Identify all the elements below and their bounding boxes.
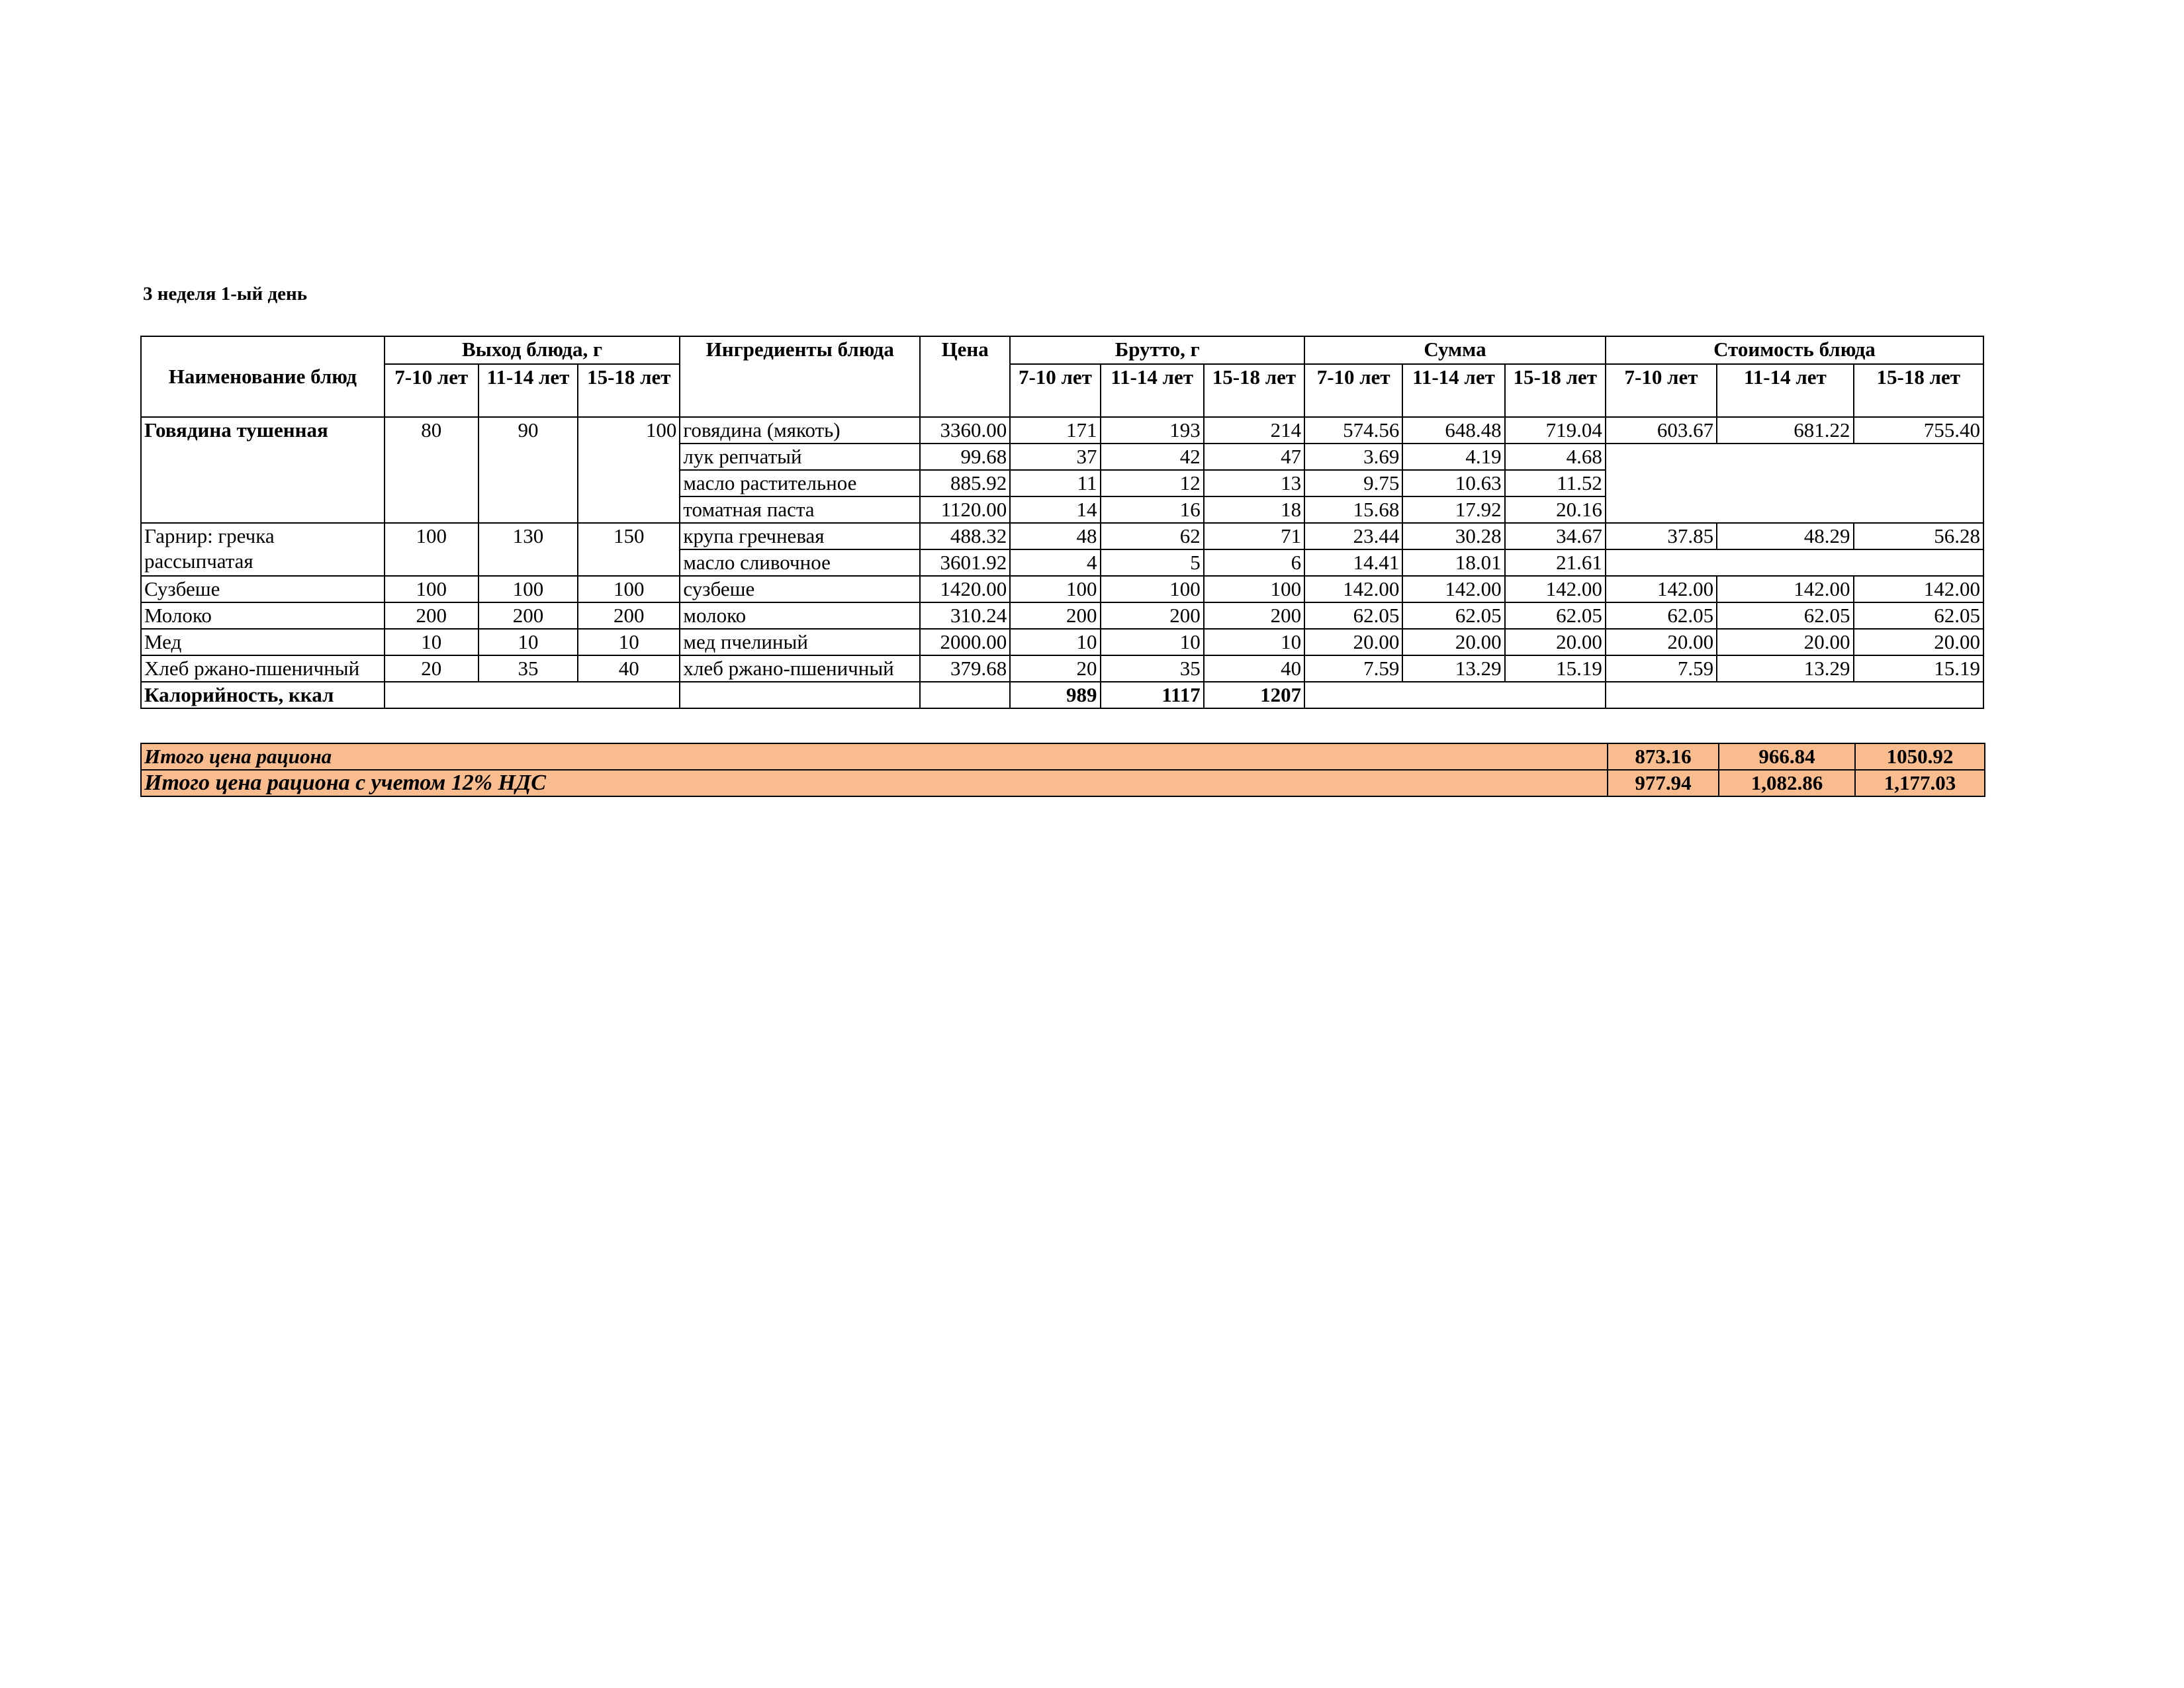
- yield-value: 100: [385, 576, 478, 602]
- ingredient-name: хлеб ржано-пшеничный: [680, 655, 920, 682]
- brutto-value: 193: [1101, 417, 1204, 444]
- sum-value: 11.52: [1505, 470, 1606, 496]
- yield-value: 100: [578, 576, 680, 602]
- brutto-value: 200: [1204, 602, 1304, 629]
- brutto-value: 100: [1010, 576, 1100, 602]
- brutto-value: 10: [1010, 629, 1100, 655]
- cost-value: 142.00: [1717, 576, 1853, 602]
- brutto-header: Брутто, г: [1010, 336, 1304, 364]
- cost-blank: [1606, 444, 1983, 523]
- brutto-value: 35: [1101, 655, 1204, 682]
- calories-value: 1207: [1204, 682, 1304, 708]
- dish-header: Наименование блюд: [141, 336, 385, 417]
- sum-value: 4.68: [1505, 444, 1606, 470]
- calories-row: [141, 682, 1983, 708]
- table-row: [141, 523, 1983, 549]
- yield-value: 100: [385, 523, 478, 576]
- ingredient-name: молоко: [680, 602, 920, 629]
- ingredient-name: масло растительное: [680, 470, 920, 496]
- table-row: [141, 576, 1983, 602]
- brutto-value: 6: [1204, 549, 1304, 576]
- sum-value: 20.00: [1505, 629, 1606, 655]
- ingredients-header: Ингредиенты блюда: [680, 336, 920, 364]
- total-row: [141, 743, 1985, 770]
- dish-name: Молоко: [141, 602, 385, 629]
- ingredient-name: томатная паста: [680, 496, 920, 523]
- sum-value: 4.19: [1402, 444, 1504, 470]
- ingredient-price: 488.32: [920, 523, 1010, 549]
- brutto-value: 40: [1204, 655, 1304, 682]
- total-vat-value: 977.94: [1608, 770, 1719, 796]
- brutto-value: 171: [1010, 417, 1100, 444]
- sum-value: 574.56: [1304, 417, 1402, 444]
- total-vat-value: 1,082.86: [1719, 770, 1855, 796]
- sum-value: 20.16: [1505, 496, 1606, 523]
- yield-value: 40: [578, 655, 680, 682]
- total-vat-label: Итого цена рациона с учетом 12% НДС: [141, 770, 1608, 796]
- calories-value: 989: [1010, 682, 1100, 708]
- table-row: [141, 602, 1983, 629]
- sum-value: 23.44: [1304, 523, 1402, 549]
- sum-age1: 7-10 лет: [1304, 364, 1402, 417]
- total-value: 873.16: [1608, 743, 1719, 770]
- cost-value: 20.00: [1854, 629, 1983, 655]
- ingredient-price: 885.92: [920, 470, 1010, 496]
- brutto-value: 10: [1101, 629, 1204, 655]
- cost-value: 48.29: [1717, 523, 1853, 549]
- ingredient-price: 379.68: [920, 655, 1010, 682]
- brutto-value: 20: [1010, 655, 1100, 682]
- cost-value: 142.00: [1606, 576, 1717, 602]
- calories-label: Калорийность, ккал: [141, 682, 385, 708]
- yield-value: 10: [478, 629, 578, 655]
- sum-age3: 15-18 лет: [1505, 364, 1606, 417]
- cost-age1: 7-10 лет: [1606, 364, 1717, 417]
- yield-age3: 15-18 лет: [578, 364, 680, 417]
- brutto-value: 214: [1204, 417, 1304, 444]
- yield-value: 20: [385, 655, 478, 682]
- sum-value: 18.01: [1402, 549, 1504, 576]
- yield-header: Выход блюда, г: [385, 336, 680, 364]
- total-value: 1050.92: [1855, 743, 1985, 770]
- yield-value: 80: [385, 417, 478, 523]
- cost-value: 755.40: [1854, 417, 1983, 444]
- dish-name: Говядина тушенная: [141, 417, 385, 523]
- calories-blank: [920, 682, 1010, 708]
- cost-value: 142.00: [1854, 576, 1983, 602]
- ingredient-price: 2000.00: [920, 629, 1010, 655]
- ingredient-price: 1120.00: [920, 496, 1010, 523]
- sum-value: 142.00: [1402, 576, 1504, 602]
- totals-table: [140, 743, 1985, 797]
- cost-value: 62.05: [1854, 602, 1983, 629]
- sum-value: 648.48: [1402, 417, 1504, 444]
- brutto-value: 4: [1010, 549, 1100, 576]
- brutto-age1: 7-10 лет: [1010, 364, 1100, 417]
- total-value: 966.84: [1719, 743, 1855, 770]
- cost-value: 37.85: [1606, 523, 1717, 549]
- yield-value: 35: [478, 655, 578, 682]
- ingredient-price: 3360.00: [920, 417, 1010, 444]
- brutto-value: 71: [1204, 523, 1304, 549]
- cost-value: 62.05: [1717, 602, 1853, 629]
- cost-value: 603.67: [1606, 417, 1717, 444]
- dish-name: Хлеб ржано-пшеничный: [141, 655, 385, 682]
- brutto-value: 47: [1204, 444, 1304, 470]
- sum-value: 62.05: [1402, 602, 1504, 629]
- brutto-value: 200: [1010, 602, 1100, 629]
- price-header: Цена: [920, 336, 1010, 364]
- brutto-value: 18: [1204, 496, 1304, 523]
- sum-value: 62.05: [1304, 602, 1402, 629]
- sum-value: 9.75: [1304, 470, 1402, 496]
- sum-value: 17.92: [1402, 496, 1504, 523]
- cost-blank: [1606, 549, 1983, 576]
- sum-value: 34.67: [1505, 523, 1606, 549]
- ingredient-price: 310.24: [920, 602, 1010, 629]
- sum-value: 3.69: [1304, 444, 1402, 470]
- sum-value: 10.63: [1402, 470, 1504, 496]
- dish-name: [141, 523, 385, 576]
- total-vat-row: [141, 770, 1985, 796]
- cost-value: 13.29: [1717, 655, 1853, 682]
- total-label: Итого цена рациона: [141, 743, 1608, 770]
- cost-value: 20.00: [1717, 629, 1853, 655]
- brutto-value: 16: [1101, 496, 1204, 523]
- calories-blank: [385, 682, 680, 708]
- brutto-value: 13: [1204, 470, 1304, 496]
- brutto-age2: 11-14 лет: [1101, 364, 1204, 417]
- cost-value: 681.22: [1717, 417, 1853, 444]
- ingredients-header-blank: [680, 364, 920, 417]
- sum-value: 21.61: [1505, 549, 1606, 576]
- sum-header: Сумма: [1304, 336, 1606, 364]
- ingredient-price: 3601.92: [920, 549, 1010, 576]
- calories-value: 1117: [1101, 682, 1204, 708]
- sum-value: 62.05: [1505, 602, 1606, 629]
- yield-value: 200: [478, 602, 578, 629]
- calories-blank: [1304, 682, 1606, 708]
- sum-value: 15.68: [1304, 496, 1402, 523]
- total-vat-value: 1,177.03: [1855, 770, 1985, 796]
- brutto-value: 37: [1010, 444, 1100, 470]
- yield-value: 10: [578, 629, 680, 655]
- brutto-value: 11: [1010, 470, 1100, 496]
- cost-header: Стоимость блюда: [1606, 336, 1983, 364]
- cost-age2: 11-14 лет: [1717, 364, 1853, 417]
- brutto-value: 62: [1101, 523, 1204, 549]
- sum-age2: 11-14 лет: [1402, 364, 1504, 417]
- brutto-age3: 15-18 лет: [1204, 364, 1304, 417]
- yield-age1: 7-10 лет: [385, 364, 478, 417]
- yield-value: 100: [478, 576, 578, 602]
- ingredient-name: сузбеше: [680, 576, 920, 602]
- sum-value: 719.04: [1505, 417, 1606, 444]
- cost-value: 56.28: [1854, 523, 1983, 549]
- ingredient-name: мед пчелиный: [680, 629, 920, 655]
- brutto-value: 200: [1101, 602, 1204, 629]
- page-title: 3 неделя 1-ый день: [143, 283, 308, 305]
- brutto-value: 14: [1010, 496, 1100, 523]
- header-row-1: [141, 336, 1983, 364]
- dish-name: Мед: [141, 629, 385, 655]
- sum-value: 13.29: [1402, 655, 1504, 682]
- ingredient-name: говядина (мякоть): [680, 417, 920, 444]
- ingredient-price: 99.68: [920, 444, 1010, 470]
- yield-value: 200: [385, 602, 478, 629]
- yield-value: 130: [478, 523, 578, 576]
- yield-value: 90: [478, 417, 578, 523]
- sum-value: 7.59: [1304, 655, 1402, 682]
- sum-value: 142.00: [1505, 576, 1606, 602]
- sum-value: 20.00: [1402, 629, 1504, 655]
- yield-age2: 11-14 лет: [478, 364, 578, 417]
- cost-value: 15.19: [1854, 655, 1983, 682]
- table-row: [141, 655, 1983, 682]
- table-row: [141, 629, 1983, 655]
- header-row-2: [141, 364, 1983, 417]
- brutto-value: 12: [1101, 470, 1204, 496]
- sum-value: 30.28: [1402, 523, 1504, 549]
- cost-value: 20.00: [1606, 629, 1717, 655]
- dish-name: Сузбеше: [141, 576, 385, 602]
- sum-value: 14.41: [1304, 549, 1402, 576]
- yield-value: 150: [578, 523, 680, 576]
- yield-value: 200: [578, 602, 680, 629]
- ingredient-price: 1420.00: [920, 576, 1010, 602]
- sum-value: 142.00: [1304, 576, 1402, 602]
- dish-name-line-1: Гарнир: гречка: [144, 524, 275, 547]
- brutto-value: 48: [1010, 523, 1100, 549]
- price-header-blank: [920, 364, 1010, 417]
- ingredient-name: масло сливочное: [680, 549, 920, 576]
- calories-blank: [680, 682, 920, 708]
- brutto-value: 42: [1101, 444, 1204, 470]
- sum-value: 20.00: [1304, 629, 1402, 655]
- yield-value: 10: [385, 629, 478, 655]
- ingredient-name: лук репчатый: [680, 444, 920, 470]
- sum-value: 15.19: [1505, 655, 1606, 682]
- menu-table: [140, 336, 1984, 709]
- table-row: [141, 417, 1983, 444]
- cost-age3: 15-18 лет: [1854, 364, 1983, 417]
- ingredient-name: крупа гречневая: [680, 523, 920, 549]
- cost-value: 62.05: [1606, 602, 1717, 629]
- brutto-value: 10: [1204, 629, 1304, 655]
- dish-name-line-2: рассыпчатая: [144, 549, 253, 573]
- brutto-value: 100: [1204, 576, 1304, 602]
- yield-value: 100: [578, 417, 680, 523]
- brutto-value: 5: [1101, 549, 1204, 576]
- calories-blank: [1606, 682, 1983, 708]
- brutto-value: 100: [1101, 576, 1204, 602]
- cost-value: 7.59: [1606, 655, 1717, 682]
